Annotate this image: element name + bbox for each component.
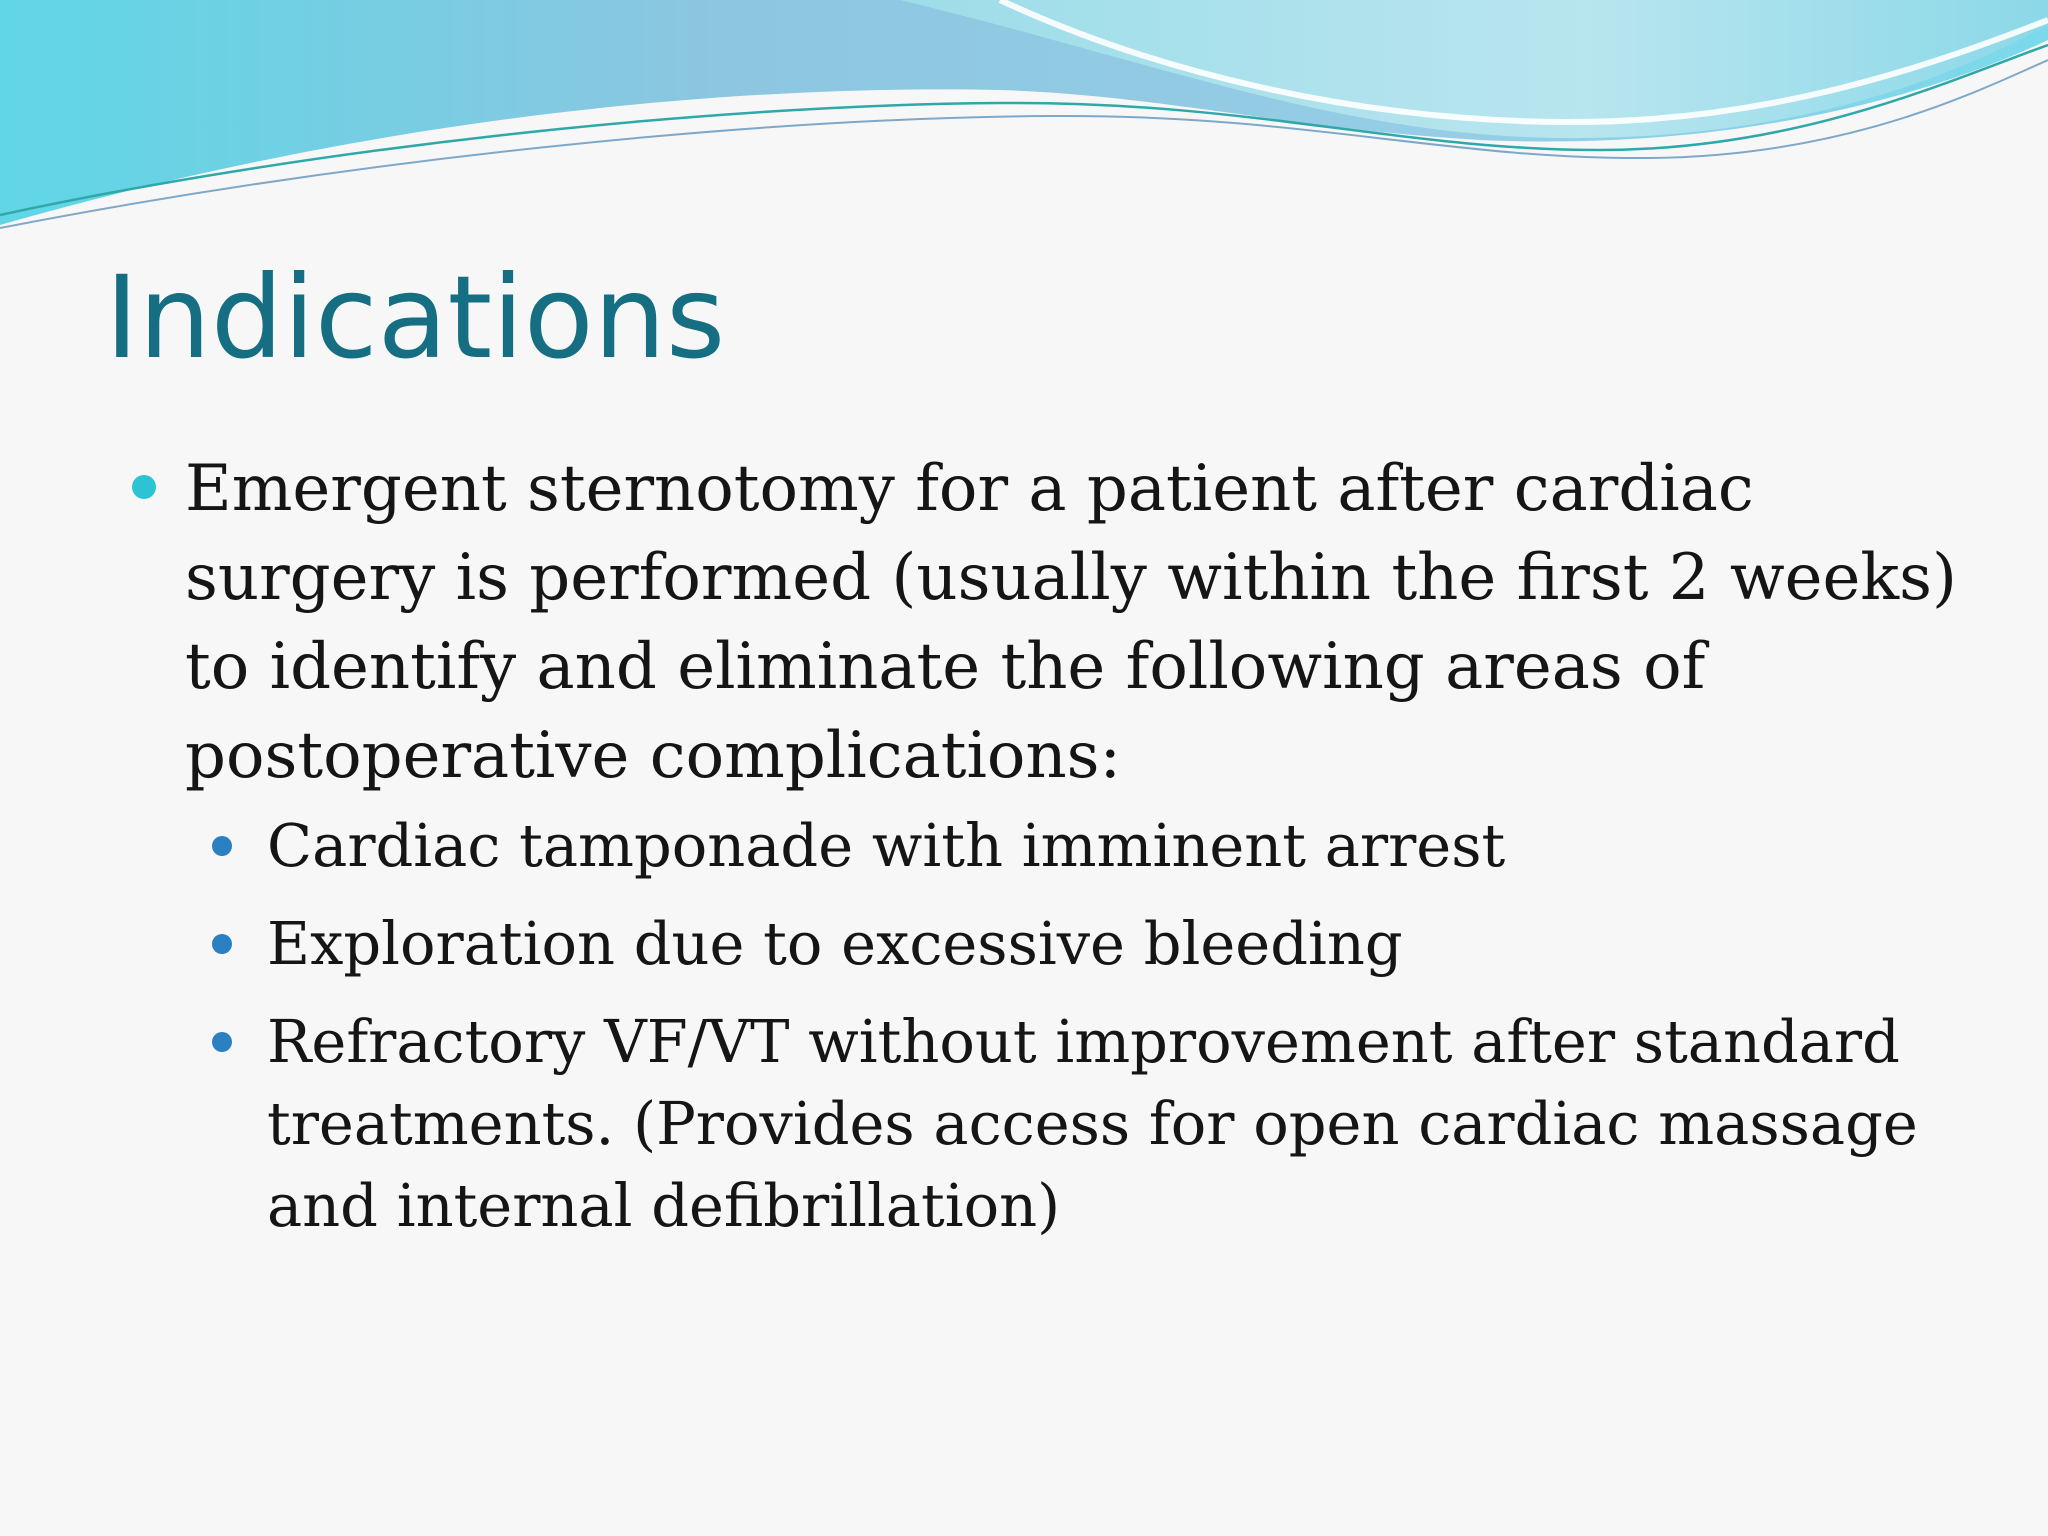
bullet-item — [130, 445, 1990, 801]
sub-bullet-text: Cardiac tamponade with imminent arrest — [267, 811, 1506, 880]
slide-title: Indications — [105, 251, 726, 384]
bullet-dot-icon — [132, 475, 156, 499]
sub-bullet-item — [212, 805, 1990, 887]
sub-bullet-text: Refractory VF/VT without improvement after standard treatments. (Provides access for open cardiac massage and internal defibrillation) — [267, 1007, 1918, 1240]
slide-body — [130, 445, 1990, 1263]
bullet-text: Emergent sternotomy for a patient after cardiac surgery is performed (usually within the first 2 weeks) to identify and eliminate the following areas of postoperative complications: — [185, 452, 1957, 793]
sub-bullet-dot-icon — [212, 836, 232, 856]
sub-bullet-item — [212, 903, 1990, 985]
sub-bullet-text: Exploration due to excessive bleeding — [267, 909, 1403, 978]
sub-bullet-list — [212, 805, 1990, 1247]
sub-bullet-item — [212, 1001, 1990, 1247]
header-wave-decoration — [0, 0, 2048, 240]
sub-bullet-dot-icon — [212, 1032, 232, 1052]
sub-bullet-dot-icon — [212, 934, 232, 954]
